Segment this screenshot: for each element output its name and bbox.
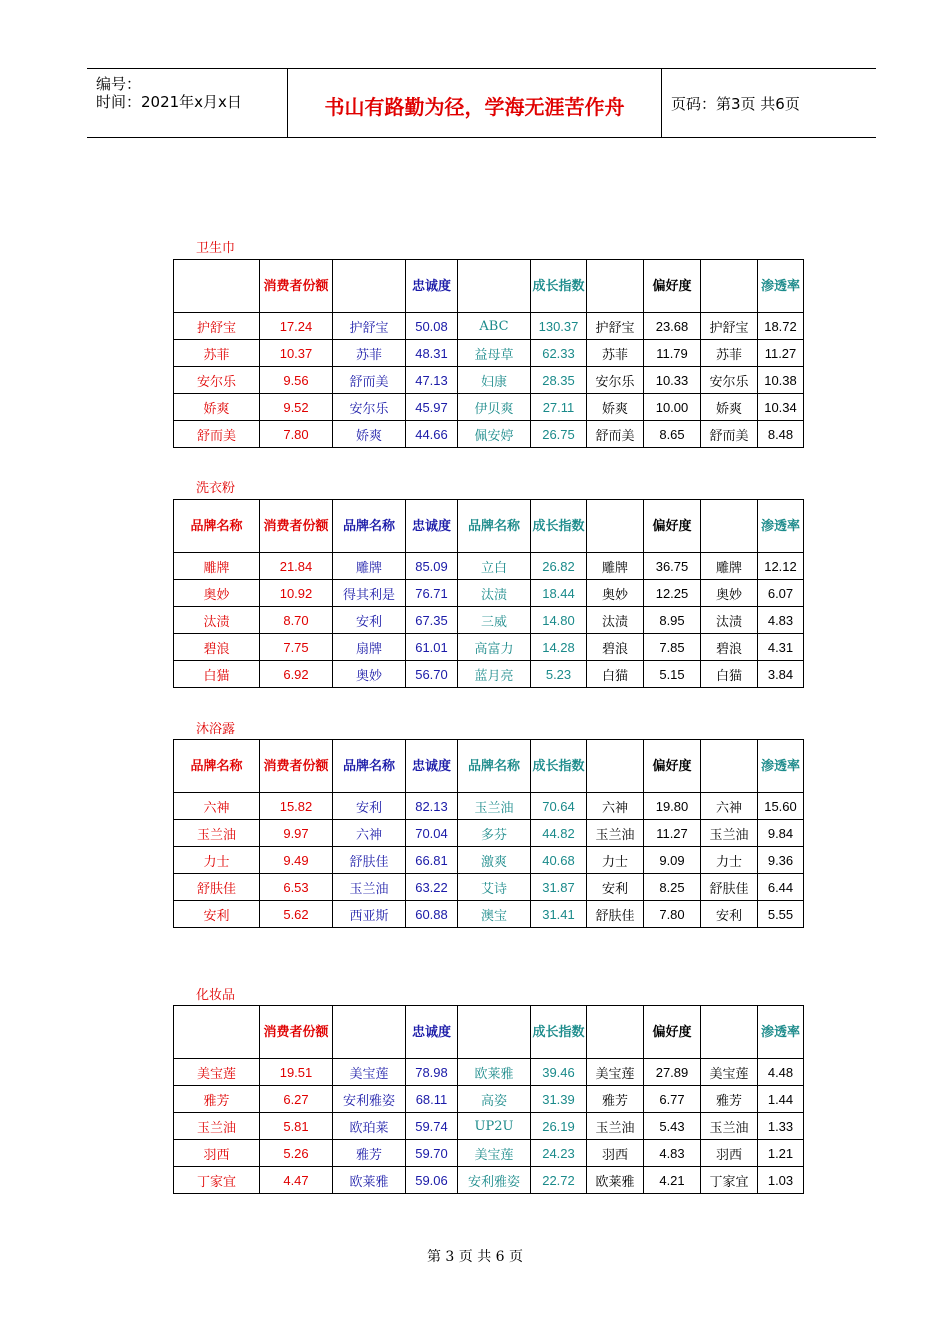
cell-preference: 7.80: [644, 901, 701, 928]
table-row: [174, 340, 804, 367]
cell-loyalty: 56.70: [406, 661, 458, 688]
header-brand-share: [174, 260, 260, 313]
cell-penetration: 18.72: [758, 313, 804, 340]
header-consumer-share: 消费者份额: [260, 740, 333, 793]
cell-brand-preference: 舒而美: [587, 421, 644, 448]
cell-brand-share: 力士: [174, 847, 260, 874]
cell-brand-share: 苏菲: [174, 340, 260, 367]
cell-brand-loyalty: 安尔乐: [333, 394, 406, 421]
cell-penetration: 3.84: [758, 661, 804, 688]
cell-penetration: 1.03: [758, 1167, 804, 1194]
cell-preference: 9.09: [644, 847, 701, 874]
cell-brand-growth: UP2U: [458, 1113, 531, 1140]
cell-preference: 5.43: [644, 1113, 701, 1140]
cell-consumer-share: 15.82: [260, 793, 333, 820]
section-title: 沐浴露: [196, 722, 236, 737]
cell-penetration: 6.44: [758, 874, 804, 901]
cell-growth-index: 27.11: [531, 394, 587, 421]
cell-growth-index: 18.44: [531, 580, 587, 607]
cell-loyalty: 66.81: [406, 847, 458, 874]
section-title: 化妆品: [196, 988, 236, 1003]
cell-brand-penetration: 舒肤佳: [701, 874, 758, 901]
cell-consumer-share: 21.84: [260, 553, 333, 580]
cell-brand-growth: 立白: [458, 553, 531, 580]
cell-preference: 10.33: [644, 367, 701, 394]
cell-brand-loyalty: 安利: [333, 793, 406, 820]
header-loyalty: 忠诚度: [406, 1006, 458, 1059]
cell-consumer-share: 6.92: [260, 661, 333, 688]
cell-loyalty: 50.08: [406, 313, 458, 340]
cell-brand-growth: 澳宝: [458, 901, 531, 928]
cell-brand-growth: 佩安婷: [458, 421, 531, 448]
cell-brand-growth: 三威: [458, 607, 531, 634]
cell-brand-loyalty: 苏菲: [333, 340, 406, 367]
page-footer: 第 3 页 共 6 页: [426, 1249, 524, 1265]
cell-penetration: 4.83: [758, 607, 804, 634]
cell-preference: 4.21: [644, 1167, 701, 1194]
header-brand-penetration: [701, 500, 758, 553]
cell-loyalty: 59.74: [406, 1113, 458, 1140]
cell-brand-growth: 妇康: [458, 367, 531, 394]
cell-penetration: 1.21: [758, 1140, 804, 1167]
cell-brand-share: 雕牌: [174, 553, 260, 580]
header-loyalty: 忠诚度: [406, 260, 458, 313]
header-brand-preference: [587, 740, 644, 793]
cell-brand-penetration: 雕牌: [701, 553, 758, 580]
table-header-row: [174, 500, 804, 553]
cell-brand-loyalty: 奥妙: [333, 661, 406, 688]
header-brand-loyalty: 品牌名称: [333, 500, 406, 553]
table-row: [174, 421, 804, 448]
cell-growth-index: 26.19: [531, 1113, 587, 1140]
section-title: 洗衣粉: [196, 481, 236, 496]
cell-loyalty: 63.22: [406, 874, 458, 901]
header-growth-index: 成长指数: [531, 500, 587, 553]
cell-growth-index: 39.46: [531, 1059, 587, 1086]
cell-loyalty: 85.09: [406, 553, 458, 580]
cell-brand-penetration: 羽西: [701, 1140, 758, 1167]
cell-brand-preference: 雕牌: [587, 553, 644, 580]
cell-loyalty: 59.06: [406, 1167, 458, 1194]
header-brand-preference: [587, 260, 644, 313]
cell-brand-share: 安利: [174, 901, 260, 928]
cell-brand-penetration: 六神: [701, 793, 758, 820]
cell-growth-index: 62.33: [531, 340, 587, 367]
cell-consumer-share: 6.27: [260, 1086, 333, 1113]
cell-loyalty: 44.66: [406, 421, 458, 448]
cell-brand-loyalty: 舒而美: [333, 367, 406, 394]
cell-brand-growth: 益母草: [458, 340, 531, 367]
cell-brand-share: 舒肤佳: [174, 874, 260, 901]
cell-brand-share: 雅芳: [174, 1086, 260, 1113]
cell-brand-preference: 力士: [587, 847, 644, 874]
cell-consumer-share: 7.75: [260, 634, 333, 661]
cell-brand-penetration: 玉兰油: [701, 820, 758, 847]
table-row: [174, 793, 804, 820]
header-brand-growth: [458, 260, 531, 313]
cell-loyalty: 60.88: [406, 901, 458, 928]
cell-brand-loyalty: 西亚斯: [333, 901, 406, 928]
data-table: [173, 739, 804, 928]
cell-brand-penetration: 舒而美: [701, 421, 758, 448]
cell-brand-growth: ABC: [458, 313, 531, 340]
header-preference: 偏好度: [644, 740, 701, 793]
data-table: [173, 499, 804, 688]
header-brand-growth: 品牌名称: [458, 500, 531, 553]
cell-preference: 8.25: [644, 874, 701, 901]
cell-brand-penetration: 苏菲: [701, 340, 758, 367]
cell-penetration: 6.07: [758, 580, 804, 607]
table-row: [174, 901, 804, 928]
cell-loyalty: 61.01: [406, 634, 458, 661]
cell-brand-penetration: 美宝莲: [701, 1059, 758, 1086]
cell-brand-preference: 护舒宝: [587, 313, 644, 340]
cell-brand-preference: 安尔乐: [587, 367, 644, 394]
cell-brand-penetration: 娇爽: [701, 394, 758, 421]
header-page-number: 页码：第3页 共6页: [671, 95, 800, 113]
table-row: [174, 634, 804, 661]
cell-consumer-share: 9.49: [260, 847, 333, 874]
cell-growth-index: 5.23: [531, 661, 587, 688]
cell-consumer-share: 10.92: [260, 580, 333, 607]
cell-brand-loyalty: 舒肤佳: [333, 847, 406, 874]
cell-brand-loyalty: 护舒宝: [333, 313, 406, 340]
header-brand-penetration: [701, 740, 758, 793]
cell-penetration: 9.36: [758, 847, 804, 874]
cell-brand-loyalty: 雅芳: [333, 1140, 406, 1167]
cell-brand-preference: 美宝莲: [587, 1059, 644, 1086]
cell-brand-penetration: 奥妙: [701, 580, 758, 607]
cell-brand-preference: 娇爽: [587, 394, 644, 421]
header-brand-loyalty: 品牌名称: [333, 740, 406, 793]
cell-brand-loyalty: 娇爽: [333, 421, 406, 448]
cell-preference: 8.65: [644, 421, 701, 448]
header-growth-index: 成长指数: [531, 740, 587, 793]
table-row: [174, 1167, 804, 1194]
cell-preference: 12.25: [644, 580, 701, 607]
header-brand-loyalty: [333, 260, 406, 313]
cell-brand-share: 丁家宜: [174, 1167, 260, 1194]
header-penetration: 渗透率: [758, 740, 804, 793]
header-penetration: 渗透率: [758, 500, 804, 553]
cell-brand-share: 玉兰油: [174, 820, 260, 847]
header-brand-share: [174, 1006, 260, 1059]
header-brand-preference: [587, 500, 644, 553]
header-brand-share: 品牌名称: [174, 740, 260, 793]
table-header-row: [174, 1006, 804, 1059]
cell-consumer-share: 4.47: [260, 1167, 333, 1194]
cell-brand-loyalty: 安利雅姿: [333, 1086, 406, 1113]
header-penetration: 渗透率: [758, 1006, 804, 1059]
cell-growth-index: 26.82: [531, 553, 587, 580]
cell-penetration: 10.38: [758, 367, 804, 394]
data-table: [173, 1005, 804, 1194]
cell-loyalty: 59.70: [406, 1140, 458, 1167]
header-brand-growth: [458, 1006, 531, 1059]
header-preference: 偏好度: [644, 260, 701, 313]
cell-preference: 6.77: [644, 1086, 701, 1113]
cell-preference: 11.27: [644, 820, 701, 847]
cell-brand-share: 安尔乐: [174, 367, 260, 394]
cell-brand-share: 护舒宝: [174, 313, 260, 340]
cell-brand-growth: 欧莱雅: [458, 1059, 531, 1086]
table-row: [174, 1059, 804, 1086]
cell-brand-share: 美宝莲: [174, 1059, 260, 1086]
cell-consumer-share: 9.52: [260, 394, 333, 421]
cell-preference: 5.15: [644, 661, 701, 688]
cell-brand-penetration: 碧浪: [701, 634, 758, 661]
table-row: [174, 661, 804, 688]
cell-loyalty: 47.13: [406, 367, 458, 394]
cell-brand-penetration: 玉兰油: [701, 1113, 758, 1140]
cell-consumer-share: 17.24: [260, 313, 333, 340]
cell-brand-growth: 蓝月亮: [458, 661, 531, 688]
cell-consumer-share: 6.53: [260, 874, 333, 901]
header-consumer-share: 消费者份额: [260, 500, 333, 553]
cell-brand-growth: 高姿: [458, 1086, 531, 1113]
cell-loyalty: 78.98: [406, 1059, 458, 1086]
cell-brand-share: 娇爽: [174, 394, 260, 421]
cell-brand-preference: 碧浪: [587, 634, 644, 661]
cell-brand-penetration: 安利: [701, 901, 758, 928]
table-row: [174, 1086, 804, 1113]
cell-growth-index: 24.23: [531, 1140, 587, 1167]
cell-brand-preference: 舒肤佳: [587, 901, 644, 928]
header-number-label: 编号：: [96, 75, 142, 93]
cell-brand-growth: 伊贝爽: [458, 394, 531, 421]
cell-loyalty: 67.35: [406, 607, 458, 634]
cell-loyalty: 76.71: [406, 580, 458, 607]
header-loyalty: 忠诚度: [406, 500, 458, 553]
table-row: [174, 367, 804, 394]
cell-brand-growth: 艾诗: [458, 874, 531, 901]
header-brand-preference: [587, 1006, 644, 1059]
cell-loyalty: 70.04: [406, 820, 458, 847]
table-row: [174, 1113, 804, 1140]
cell-preference: 10.00: [644, 394, 701, 421]
cell-brand-share: 玉兰油: [174, 1113, 260, 1140]
header-growth-index: 成长指数: [531, 260, 587, 313]
header-motto: 书山有路勤为径，学海无涯苦作舟: [324, 95, 625, 119]
table-row: [174, 1140, 804, 1167]
cell-brand-preference: 羽西: [587, 1140, 644, 1167]
table-header-row: [174, 740, 804, 793]
cell-brand-share: 碧浪: [174, 634, 260, 661]
cell-brand-preference: 玉兰油: [587, 820, 644, 847]
table-row: [174, 820, 804, 847]
cell-loyalty: 45.97: [406, 394, 458, 421]
header-motto-cell: [287, 69, 662, 137]
header-brand-loyalty: [333, 1006, 406, 1059]
cell-preference: 8.95: [644, 607, 701, 634]
cell-brand-preference: 雅芳: [587, 1086, 644, 1113]
cell-growth-index: 26.75: [531, 421, 587, 448]
page-header: [87, 68, 876, 138]
cell-brand-penetration: 力士: [701, 847, 758, 874]
cell-preference: 36.75: [644, 553, 701, 580]
cell-brand-growth: 高富力: [458, 634, 531, 661]
cell-brand-share: 羽西: [174, 1140, 260, 1167]
cell-preference: 11.79: [644, 340, 701, 367]
cell-consumer-share: 10.37: [260, 340, 333, 367]
cell-growth-index: 14.80: [531, 607, 587, 634]
section-title: 卫生巾: [196, 241, 236, 256]
cell-brand-loyalty: 玉兰油: [333, 874, 406, 901]
table-row: [174, 394, 804, 421]
cell-brand-preference: 白猫: [587, 661, 644, 688]
cell-preference: 19.80: [644, 793, 701, 820]
cell-consumer-share: 5.26: [260, 1140, 333, 1167]
header-meta-cell: [87, 69, 287, 137]
cell-brand-penetration: 雅芳: [701, 1086, 758, 1113]
cell-brand-growth: 美宝莲: [458, 1140, 531, 1167]
cell-brand-loyalty: 美宝莲: [333, 1059, 406, 1086]
cell-brand-loyalty: 六神: [333, 820, 406, 847]
cell-penetration: 4.48: [758, 1059, 804, 1086]
cell-growth-index: 31.41: [531, 901, 587, 928]
cell-penetration: 1.44: [758, 1086, 804, 1113]
header-consumer-share: 消费者份额: [260, 1006, 333, 1059]
table-row: [174, 874, 804, 901]
cell-brand-penetration: 护舒宝: [701, 313, 758, 340]
cell-loyalty: 48.31: [406, 340, 458, 367]
header-brand-penetration: [701, 260, 758, 313]
cell-consumer-share: 7.80: [260, 421, 333, 448]
cell-consumer-share: 9.56: [260, 367, 333, 394]
cell-growth-index: 40.68: [531, 847, 587, 874]
cell-brand-preference: 玉兰油: [587, 1113, 644, 1140]
cell-growth-index: 31.87: [531, 874, 587, 901]
cell-growth-index: 130.37: [531, 313, 587, 340]
cell-penetration: 10.34: [758, 394, 804, 421]
cell-brand-share: 舒而美: [174, 421, 260, 448]
table-row: [174, 553, 804, 580]
cell-brand-share: 白猫: [174, 661, 260, 688]
cell-brand-loyalty: 欧莱雅: [333, 1167, 406, 1194]
header-preference: 偏好度: [644, 1006, 701, 1059]
table-row: [174, 313, 804, 340]
cell-growth-index: 31.39: [531, 1086, 587, 1113]
cell-brand-share: 奥妙: [174, 580, 260, 607]
cell-preference: 7.85: [644, 634, 701, 661]
header-brand-share: 品牌名称: [174, 500, 260, 553]
cell-penetration: 1.33: [758, 1113, 804, 1140]
table-row: [174, 580, 804, 607]
data-table: [173, 259, 804, 448]
cell-brand-loyalty: 安利: [333, 607, 406, 634]
cell-brand-preference: 安利: [587, 874, 644, 901]
cell-growth-index: 14.28: [531, 634, 587, 661]
cell-consumer-share: 5.81: [260, 1113, 333, 1140]
table-row: [174, 607, 804, 634]
cell-penetration: 15.60: [758, 793, 804, 820]
cell-consumer-share: 8.70: [260, 607, 333, 634]
cell-brand-penetration: 汰渍: [701, 607, 758, 634]
cell-preference: 23.68: [644, 313, 701, 340]
cell-brand-share: 六神: [174, 793, 260, 820]
cell-consumer-share: 9.97: [260, 820, 333, 847]
cell-brand-growth: 汰渍: [458, 580, 531, 607]
table-row: [174, 847, 804, 874]
cell-brand-growth: 激爽: [458, 847, 531, 874]
cell-brand-growth: 多芬: [458, 820, 531, 847]
cell-penetration: 12.12: [758, 553, 804, 580]
cell-growth-index: 44.82: [531, 820, 587, 847]
header-consumer-share: 消费者份额: [260, 260, 333, 313]
cell-brand-preference: 奥妙: [587, 580, 644, 607]
cell-brand-growth: 玉兰油: [458, 793, 531, 820]
cell-brand-penetration: 安尔乐: [701, 367, 758, 394]
table-header-row: [174, 260, 804, 313]
cell-brand-loyalty: 扇牌: [333, 634, 406, 661]
cell-brand-penetration: 丁家宜: [701, 1167, 758, 1194]
cell-growth-index: 28.35: [531, 367, 587, 394]
cell-penetration: 9.84: [758, 820, 804, 847]
header-penetration: 渗透率: [758, 260, 804, 313]
cell-penetration: 11.27: [758, 340, 804, 367]
cell-brand-share: 汰渍: [174, 607, 260, 634]
cell-preference: 4.83: [644, 1140, 701, 1167]
cell-brand-loyalty: 雕牌: [333, 553, 406, 580]
header-brand-penetration: [701, 1006, 758, 1059]
cell-brand-preference: 欧莱雅: [587, 1167, 644, 1194]
cell-loyalty: 82.13: [406, 793, 458, 820]
header-growth-index: 成长指数: [531, 1006, 587, 1059]
cell-consumer-share: 19.51: [260, 1059, 333, 1086]
cell-brand-growth: 安利雅姿: [458, 1167, 531, 1194]
header-loyalty: 忠诚度: [406, 740, 458, 793]
cell-penetration: 4.31: [758, 634, 804, 661]
cell-penetration: 8.48: [758, 421, 804, 448]
header-preference: 偏好度: [644, 500, 701, 553]
header-page-cell: [661, 69, 876, 137]
cell-brand-loyalty: 欧珀莱: [333, 1113, 406, 1140]
header-date-label: 时间：2021年x月x日: [96, 93, 242, 111]
header-brand-growth: 品牌名称: [458, 740, 531, 793]
cell-penetration: 5.55: [758, 901, 804, 928]
cell-brand-penetration: 白猫: [701, 661, 758, 688]
cell-consumer-share: 5.62: [260, 901, 333, 928]
cell-loyalty: 68.11: [406, 1086, 458, 1113]
cell-brand-preference: 汰渍: [587, 607, 644, 634]
cell-brand-preference: 苏菲: [587, 340, 644, 367]
cell-growth-index: 22.72: [531, 1167, 587, 1194]
cell-brand-preference: 六神: [587, 793, 644, 820]
cell-brand-loyalty: 得其利是: [333, 580, 406, 607]
cell-preference: 27.89: [644, 1059, 701, 1086]
cell-growth-index: 70.64: [531, 793, 587, 820]
